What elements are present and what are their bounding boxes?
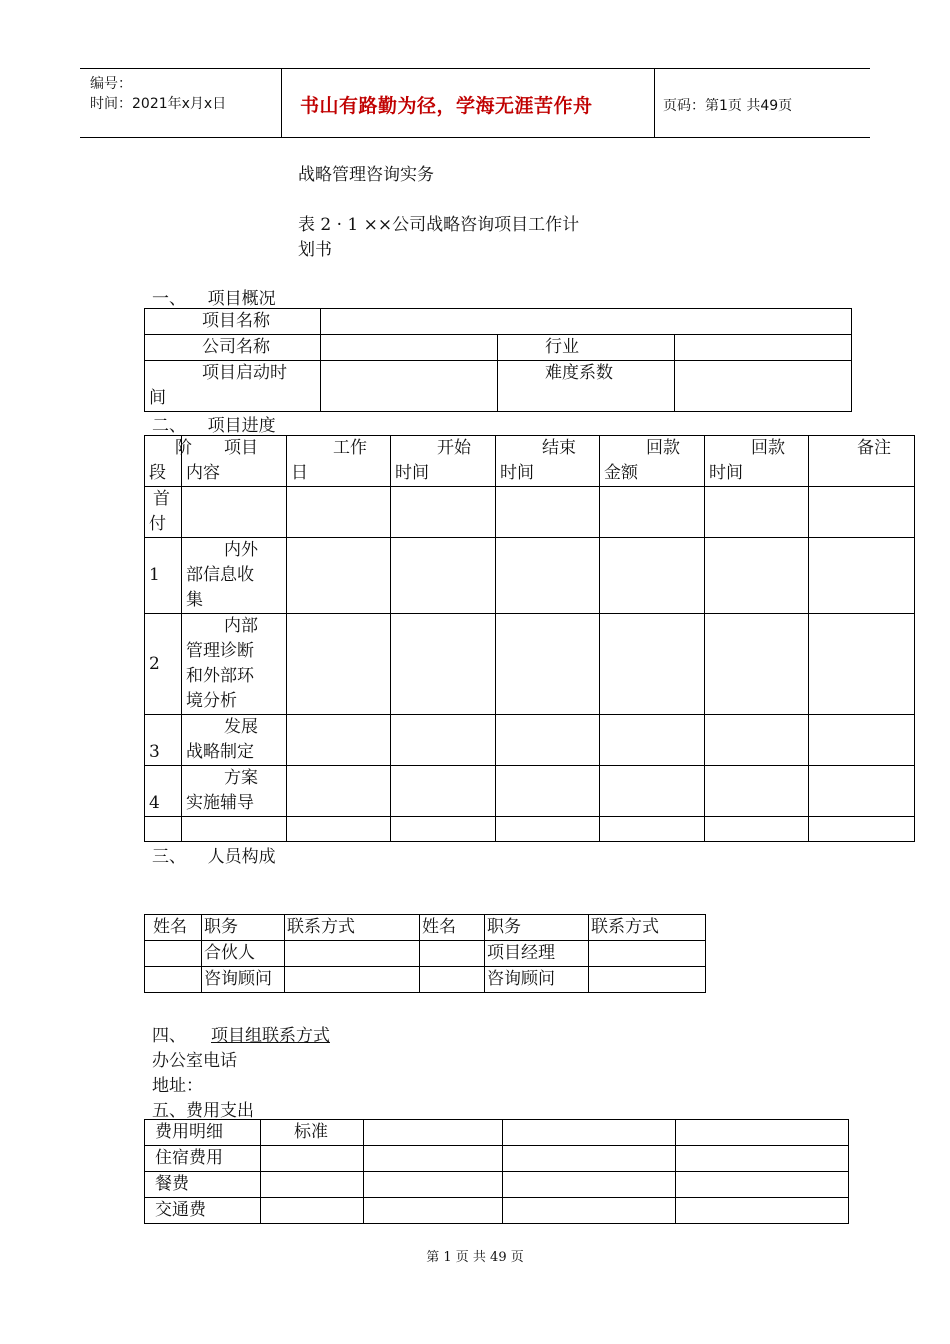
expense-header-item: 费用明细 bbox=[145, 1120, 261, 1146]
header-date-label: 时间：2021年x月x日 bbox=[90, 96, 227, 112]
table-row bbox=[145, 1198, 849, 1224]
table-row bbox=[145, 614, 915, 715]
difficulty-value bbox=[675, 361, 852, 412]
start-time-label-line1: 项目启动时 bbox=[202, 363, 287, 383]
document-title: 战略管理咨询实务 bbox=[298, 165, 434, 185]
start-time-label-line2: 间 bbox=[149, 388, 166, 408]
staff-header-title: 职务 bbox=[202, 915, 285, 941]
page-header bbox=[80, 68, 870, 138]
table-caption-line2: 划书 bbox=[298, 240, 332, 260]
content-cell: 内部 管理诊断 和外部环 境分析 bbox=[182, 614, 287, 715]
staff-header-contact: 联系方式 bbox=[589, 915, 706, 941]
table-row bbox=[145, 766, 915, 817]
expense-item: 住宿费用 bbox=[145, 1146, 261, 1172]
content-cell: 内外 部信息收 集 bbox=[182, 538, 287, 614]
industry-value bbox=[675, 335, 852, 361]
project-overview-table bbox=[144, 308, 852, 412]
progress-header-payment-amount: 回款 金额 bbox=[600, 436, 705, 487]
staff-header-name: 姓名 bbox=[145, 915, 202, 941]
progress-header-row bbox=[145, 436, 915, 487]
progress-header-workdays: 工作 日 bbox=[287, 436, 391, 487]
table-row bbox=[145, 487, 915, 538]
table-row bbox=[145, 817, 915, 842]
difficulty-label: 难度系数 bbox=[498, 361, 675, 412]
header-page-label: 页码：第1页 共49页 bbox=[663, 98, 793, 114]
start-time-label bbox=[145, 361, 321, 412]
table-row bbox=[145, 1146, 849, 1172]
page-footer: 第 1 页 共 49 页 bbox=[426, 1250, 524, 1265]
progress-table bbox=[144, 435, 915, 842]
stage-cell: 4 bbox=[145, 766, 182, 817]
section2-heading: 二、 项目进度 bbox=[152, 416, 276, 436]
office-phone-label: 办公室电话 bbox=[152, 1051, 237, 1071]
staff-role: 项目经理 bbox=[485, 941, 589, 967]
section5-heading: 五、费用支出 bbox=[152, 1101, 254, 1121]
table-row bbox=[145, 967, 706, 993]
stage-cell: 1 bbox=[145, 538, 182, 614]
staff-header-name: 姓名 bbox=[420, 915, 485, 941]
section4-heading-num: 四、 bbox=[152, 1026, 186, 1046]
company-name-value bbox=[321, 335, 498, 361]
industry-label: 行业 bbox=[498, 335, 675, 361]
expense-item: 交通费 bbox=[145, 1198, 261, 1224]
content-cell bbox=[182, 487, 287, 538]
header-id-label: 编号： bbox=[90, 76, 132, 92]
stage-cell: 首 付 bbox=[145, 487, 182, 538]
expense-header-standard: 标准 bbox=[261, 1120, 364, 1146]
staff-role: 咨询顾问 bbox=[485, 967, 589, 993]
company-name-label: 公司名称 bbox=[145, 335, 321, 361]
progress-header-remarks: 备注 bbox=[809, 436, 915, 487]
progress-header-payment-time: 回款 时间 bbox=[705, 436, 809, 487]
address-label: 地址： bbox=[152, 1076, 203, 1096]
staff-header-row bbox=[145, 915, 706, 941]
stage-cell: 2 bbox=[145, 614, 182, 715]
content-cell: 方案 实施辅导 bbox=[182, 766, 287, 817]
section3-heading: 三、 人员构成 bbox=[152, 847, 276, 867]
start-time-value bbox=[321, 361, 498, 412]
table-row bbox=[145, 941, 706, 967]
staff-table bbox=[144, 914, 706, 993]
header-motto: 书山有路勤为径，学海无涯苦作舟 bbox=[300, 95, 593, 117]
progress-header-start: 开始 时间 bbox=[391, 436, 496, 487]
project-name-label: 项目名称 bbox=[145, 309, 321, 335]
header-divider bbox=[281, 69, 282, 137]
table-caption-line1: 表 2 · 1 ××公司战略咨询项目工作计 bbox=[298, 215, 580, 235]
progress-header-end: 结束 时间 bbox=[496, 436, 600, 487]
staff-header-contact: 联系方式 bbox=[285, 915, 420, 941]
progress-header-content: 项目 内容 bbox=[182, 436, 287, 487]
table-row bbox=[145, 715, 915, 766]
content-cell: 发展 战略制定 bbox=[182, 715, 287, 766]
expense-table bbox=[144, 1119, 849, 1224]
header-divider bbox=[654, 69, 655, 137]
table-row bbox=[145, 1172, 849, 1198]
staff-role: 咨询顾问 bbox=[202, 967, 285, 993]
project-name-value bbox=[321, 309, 852, 335]
expense-item: 餐费 bbox=[145, 1172, 261, 1198]
table-row bbox=[145, 538, 915, 614]
stage-cell: 3 bbox=[145, 715, 182, 766]
section4-heading-text: 项目组联系方式 bbox=[211, 1026, 330, 1046]
section1-heading: 一、 项目概况 bbox=[152, 289, 276, 309]
staff-role: 合伙人 bbox=[202, 941, 285, 967]
staff-header-title: 职务 bbox=[485, 915, 589, 941]
progress-header-stage: 阶 段 bbox=[145, 436, 182, 487]
table-row bbox=[145, 1120, 849, 1146]
